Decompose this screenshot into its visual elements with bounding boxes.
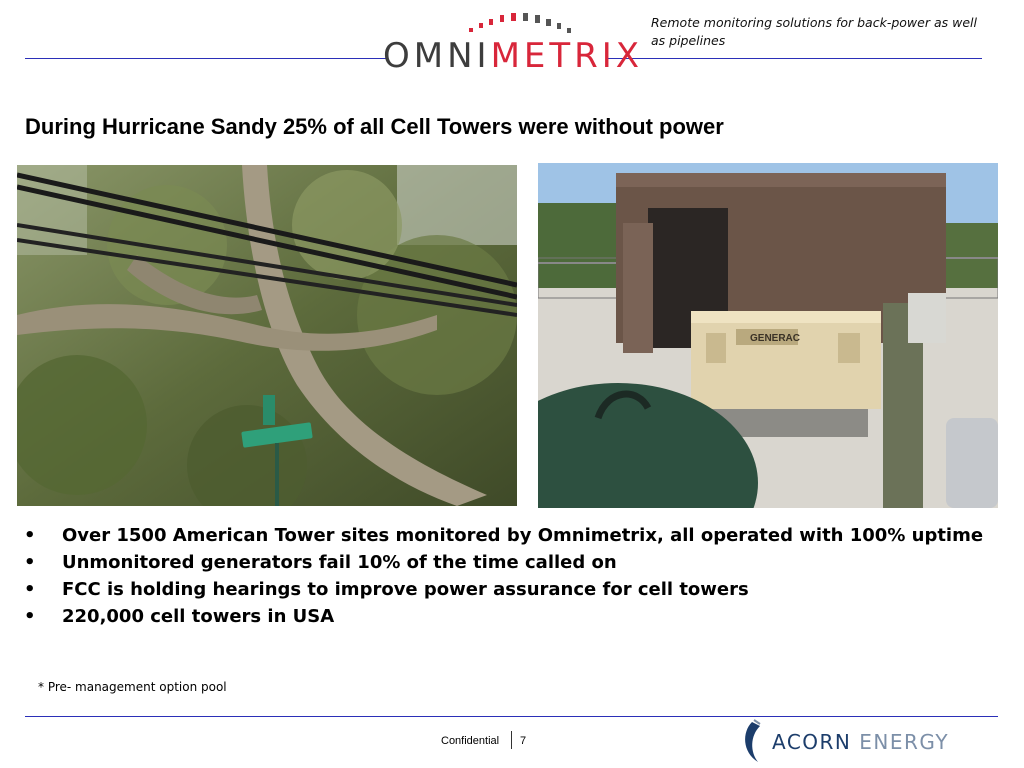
slide-title: During Hurricane Sandy 25% of all Cell Towers were without power [25,114,724,139]
header-tagline: Remote monitoring solutions for back-power as well as pipelines [651,15,977,48]
logo-metrix-text: METRIX [490,36,644,76]
bullet-item-4 [22,603,983,630]
footer-separator [511,731,512,749]
confidential-label: Confidential [441,735,500,747]
fallen-tree-photo [17,165,517,506]
bullet-text: FCC is holding hearings to improve power assurance for cell towers [62,579,749,600]
header-rule-right [606,58,982,59]
omnimetrix-logo [383,8,644,76]
bullet-list [22,522,983,630]
acorn-energy-logo [740,718,980,766]
bullet-text: 220,000 cell towers in USA [62,606,335,627]
footer-rule [25,716,998,717]
generator-site-photo [538,163,998,508]
footnote: * Pre- management option pool [38,680,227,694]
bullet-dot: • [24,579,36,600]
acorn-text: ACORN [772,730,852,754]
bullet-dot: • [24,552,36,573]
bullet-dot: • [24,606,36,627]
bullet-item-3 [22,576,983,603]
energy-text: ENERGY [859,730,950,754]
bullet-item-1 [22,522,983,549]
generac-label: GENERAC [750,333,801,344]
bullet-dot: • [24,525,36,546]
logo-omni-text: OMNI [383,36,491,76]
bullet-text: Over 1500 American Tower sites monitored by Omnimetrix, all operated with 100% uptime [62,525,984,546]
bullet-text: Unmonitored generators fail 10% of the time called on [62,552,617,573]
acorn-swoosh-icon [740,718,774,766]
bullet-item-2 [22,549,983,576]
page-number: 7 [520,735,527,747]
header-rule-left [25,58,387,59]
